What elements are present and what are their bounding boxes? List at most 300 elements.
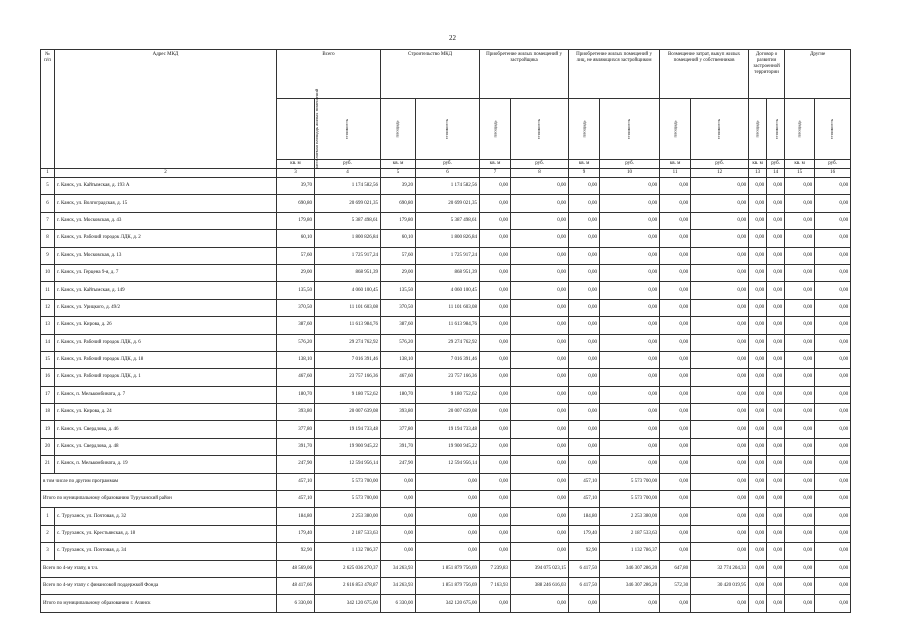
value-cell: 92,90 bbox=[569, 543, 600, 560]
row-number: 10 bbox=[41, 264, 55, 281]
header-total: Всего bbox=[277, 50, 381, 99]
value-cell: 20 699 021,35 bbox=[416, 195, 480, 212]
value-cell: 0,00 bbox=[767, 247, 785, 264]
value-cell: 2 616 853 478,87 bbox=[315, 577, 381, 594]
value-cell: 1 174 582,56 bbox=[416, 178, 480, 195]
value-cell: 184,80 bbox=[569, 508, 600, 525]
column-number-cell: 10 bbox=[600, 169, 660, 178]
value-cell: 0,00 bbox=[600, 178, 660, 195]
value-cell: 0,00 bbox=[511, 247, 569, 264]
column-number-cell: 2 bbox=[55, 169, 277, 178]
summary-label: Итого по муниципальному образованию Туруханский район bbox=[41, 491, 277, 508]
value-cell: 0,00 bbox=[767, 230, 785, 247]
value-cell: 0,00 bbox=[785, 473, 815, 490]
value-cell: 4 060 100,45 bbox=[315, 282, 381, 299]
table-row bbox=[41, 438, 851, 455]
value-cell: 0,00 bbox=[569, 299, 600, 316]
value-cell: 0,00 bbox=[381, 491, 416, 508]
value-cell: 0,00 bbox=[660, 543, 691, 560]
table-row bbox=[41, 369, 851, 386]
value-cell: 5 387 498,61 bbox=[416, 212, 480, 229]
value-cell: 0,00 bbox=[691, 404, 749, 421]
subheader-label: площадь bbox=[672, 119, 678, 138]
value-cell: 60,10 bbox=[381, 230, 416, 247]
value-cell: 0,00 bbox=[660, 456, 691, 473]
subheader-cell bbox=[569, 99, 600, 160]
value-cell: 0,00 bbox=[749, 247, 767, 264]
subheader-cell bbox=[785, 99, 815, 160]
value-cell: 0,00 bbox=[749, 282, 767, 299]
value-cell: 5 573 700,00 bbox=[600, 491, 660, 508]
value-cell: 5 387 498,61 bbox=[315, 212, 381, 229]
value-cell: 0,00 bbox=[600, 438, 660, 455]
value-cell: 0,00 bbox=[767, 577, 785, 594]
value-cell: 11 613 984,76 bbox=[416, 317, 480, 334]
value-cell: 0,00 bbox=[785, 369, 815, 386]
value-cell: 0,00 bbox=[749, 230, 767, 247]
subheader-cell bbox=[480, 99, 511, 160]
value-cell: 0,00 bbox=[785, 334, 815, 351]
unit-cell: руб. bbox=[767, 160, 785, 169]
value-cell: 342 120 675,00 bbox=[315, 595, 381, 612]
unit-cell: кв. м bbox=[381, 160, 416, 169]
value-cell: 0,00 bbox=[511, 525, 569, 542]
value-cell: 0,00 bbox=[511, 456, 569, 473]
value-cell: 0,00 bbox=[511, 317, 569, 334]
value-cell: 467,60 bbox=[277, 369, 315, 386]
value-cell: 393,80 bbox=[381, 404, 416, 421]
table-row bbox=[41, 264, 851, 281]
header-construction: Строительство МКД bbox=[381, 50, 480, 99]
header-purchase-developer: Приобретение жилых помещений у застройщика bbox=[480, 50, 569, 99]
value-cell: 0,00 bbox=[785, 456, 815, 473]
value-cell: 179,40 bbox=[569, 525, 600, 542]
value-cell: 0,00 bbox=[691, 212, 749, 229]
subheader-cell bbox=[600, 99, 660, 160]
value-cell: 0,00 bbox=[569, 369, 600, 386]
unit-cell: кв. м bbox=[480, 160, 511, 169]
value-cell: 0,00 bbox=[749, 595, 767, 612]
subheader-cell bbox=[511, 99, 569, 160]
value-cell: 377,80 bbox=[277, 421, 315, 438]
value-cell: 0,00 bbox=[691, 369, 749, 386]
value-cell: 0,00 bbox=[480, 508, 511, 525]
value-cell: 1 725 917,24 bbox=[416, 247, 480, 264]
table-row bbox=[41, 404, 851, 421]
value-cell: 0,00 bbox=[660, 369, 691, 386]
value-cell: 0,00 bbox=[511, 438, 569, 455]
value-cell: 0,00 bbox=[691, 178, 749, 195]
unit-cell: руб. bbox=[511, 160, 569, 169]
value-cell: 0,00 bbox=[815, 351, 851, 368]
value-cell: 1 800 826,84 bbox=[416, 230, 480, 247]
value-cell: 576,20 bbox=[381, 334, 416, 351]
value-cell: 0,00 bbox=[815, 264, 851, 281]
value-cell: 0,00 bbox=[691, 473, 749, 490]
address-cell: г. Канск, ул. Кирова, д. 24 bbox=[55, 404, 277, 421]
value-cell: 0,00 bbox=[767, 560, 785, 577]
value-cell: 0,00 bbox=[691, 247, 749, 264]
value-cell: 0,00 bbox=[660, 178, 691, 195]
value-cell: 0,00 bbox=[767, 473, 785, 490]
value-cell: 0,00 bbox=[749, 317, 767, 334]
value-cell: 0,00 bbox=[785, 525, 815, 542]
value-cell: 0,00 bbox=[749, 178, 767, 195]
row-number: 6 bbox=[41, 195, 55, 212]
value-cell: 0,00 bbox=[767, 508, 785, 525]
summary-row bbox=[41, 595, 851, 612]
value-cell: 0,00 bbox=[749, 560, 767, 577]
value-cell: 0,00 bbox=[767, 525, 785, 542]
value-cell: 0,00 bbox=[480, 299, 511, 316]
value-cell: 457,10 bbox=[569, 473, 600, 490]
row-number: 20 bbox=[41, 438, 55, 455]
value-cell: 0,00 bbox=[480, 230, 511, 247]
value-cell: 0,00 bbox=[600, 230, 660, 247]
value-cell: 0,00 bbox=[815, 491, 851, 508]
value-cell: 0,00 bbox=[691, 230, 749, 247]
value-cell: 5 573 700,00 bbox=[600, 473, 660, 490]
unit-cell: кв. м bbox=[749, 160, 767, 169]
subheader-cell bbox=[691, 99, 749, 160]
value-cell: 0,00 bbox=[511, 230, 569, 247]
value-cell: 0,00 bbox=[785, 317, 815, 334]
value-cell: 0,00 bbox=[381, 508, 416, 525]
value-cell: 0,00 bbox=[815, 525, 851, 542]
value-cell: 0,00 bbox=[749, 438, 767, 455]
value-cell: 12 594 956,14 bbox=[315, 456, 381, 473]
value-cell: 0,00 bbox=[749, 473, 767, 490]
value-cell: 0,00 bbox=[480, 473, 511, 490]
value-cell: 0,00 bbox=[600, 264, 660, 281]
value-cell: 0,00 bbox=[480, 491, 511, 508]
value-cell: 0,00 bbox=[815, 438, 851, 455]
value-cell: 0,00 bbox=[815, 577, 851, 594]
value-cell: 0,00 bbox=[480, 264, 511, 281]
value-cell: 19 194 733,48 bbox=[315, 421, 381, 438]
value-cell: 0,00 bbox=[691, 525, 749, 542]
value-cell: 0,00 bbox=[480, 369, 511, 386]
value-cell: 0,00 bbox=[749, 299, 767, 316]
value-cell: 0,00 bbox=[569, 212, 600, 229]
summary-label: в том числе по другим программам bbox=[41, 473, 277, 490]
value-cell: 0,00 bbox=[815, 560, 851, 577]
unit-cell: кв. м bbox=[785, 160, 815, 169]
summary-row bbox=[41, 491, 851, 508]
value-cell: 0,00 bbox=[600, 317, 660, 334]
value-cell: 0,00 bbox=[815, 282, 851, 299]
value-cell: 0,00 bbox=[660, 299, 691, 316]
value-cell: 2 187 533,63 bbox=[600, 525, 660, 542]
subheader-label: площадь bbox=[754, 119, 760, 138]
value-cell: 346 307 286,20 bbox=[600, 560, 660, 577]
subheader-label: стоимость bbox=[716, 118, 722, 139]
value-cell: 0,00 bbox=[600, 195, 660, 212]
column-number-cell: 11 bbox=[660, 169, 691, 178]
value-cell: 0,00 bbox=[815, 543, 851, 560]
row-number: 13 bbox=[41, 317, 55, 334]
value-cell: 868 951,39 bbox=[315, 264, 381, 281]
value-cell: 0,00 bbox=[815, 247, 851, 264]
value-cell: 1 725 917,24 bbox=[315, 247, 381, 264]
value-cell: 34 263,93 bbox=[381, 560, 416, 577]
value-cell: 0,00 bbox=[767, 334, 785, 351]
address-cell: с. Туруханск, ул. Почтовая, д. 32 bbox=[55, 508, 277, 525]
value-cell: 0,00 bbox=[785, 438, 815, 455]
address-cell: г. Канск, п. Мелькомбината, д. 19 bbox=[55, 456, 277, 473]
subheader-label: стоимость bbox=[829, 118, 835, 139]
value-cell: 0,00 bbox=[600, 351, 660, 368]
value-cell: 0,00 bbox=[600, 386, 660, 403]
table-row bbox=[41, 282, 851, 299]
column-number-cell: 4 bbox=[315, 169, 381, 178]
value-cell: 0,00 bbox=[815, 178, 851, 195]
value-cell: 138,10 bbox=[277, 351, 315, 368]
value-cell: 0,00 bbox=[749, 351, 767, 368]
value-cell: 0,00 bbox=[569, 317, 600, 334]
address-cell: г. Канск, п. Мелькомбината, д. 7 bbox=[55, 386, 277, 403]
subheader-cell bbox=[416, 99, 480, 160]
value-cell: 0,00 bbox=[749, 195, 767, 212]
address-cell: г. Канск, ул. Рабочий городок ЛДК, д. 1 bbox=[55, 369, 277, 386]
value-cell: 20 007 639,08 bbox=[416, 404, 480, 421]
value-cell: 0,00 bbox=[785, 491, 815, 508]
value-cell: 0,00 bbox=[691, 491, 749, 508]
value-cell: 0,00 bbox=[660, 421, 691, 438]
value-cell: 0,00 bbox=[569, 264, 600, 281]
value-cell: 1 800 826,84 bbox=[315, 230, 381, 247]
value-cell: 467,60 bbox=[381, 369, 416, 386]
subheader-cell bbox=[815, 99, 851, 160]
table-row bbox=[41, 195, 851, 212]
value-cell: 0,00 bbox=[767, 369, 785, 386]
value-cell: 0,00 bbox=[511, 369, 569, 386]
value-cell: 1 132 786,37 bbox=[315, 543, 381, 560]
value-cell: 0,00 bbox=[815, 317, 851, 334]
value-cell: 0,00 bbox=[569, 421, 600, 438]
column-number-cell: 6 bbox=[416, 169, 480, 178]
value-cell: 0,00 bbox=[480, 386, 511, 403]
value-cell: 0,00 bbox=[660, 438, 691, 455]
value-cell: 0,00 bbox=[381, 525, 416, 542]
value-cell: 9 180 752,62 bbox=[416, 386, 480, 403]
value-cell: 11 101 603,08 bbox=[416, 299, 480, 316]
header-development-contract: Договор о развитии застроенной территории bbox=[749, 50, 785, 99]
value-cell: 0,00 bbox=[691, 543, 749, 560]
value-cell: 0,00 bbox=[785, 247, 815, 264]
value-cell: 690,80 bbox=[277, 195, 315, 212]
value-cell: 0,00 bbox=[600, 595, 660, 612]
row-number: 11 bbox=[41, 282, 55, 299]
row-number: 19 bbox=[41, 421, 55, 438]
value-cell: 0,00 bbox=[416, 491, 480, 508]
value-cell: 0,00 bbox=[815, 369, 851, 386]
value-cell: 0,00 bbox=[480, 456, 511, 473]
address-cell: г. Канск, ул. Кирова, д. 26 bbox=[55, 317, 277, 334]
row-number: 16 bbox=[41, 369, 55, 386]
value-cell: 0,00 bbox=[749, 334, 767, 351]
value-cell: 0,00 bbox=[785, 264, 815, 281]
table-row bbox=[41, 212, 851, 229]
value-cell: 0,00 bbox=[480, 525, 511, 542]
value-cell: 0,00 bbox=[480, 247, 511, 264]
value-cell: 0,00 bbox=[785, 351, 815, 368]
value-cell: 0,00 bbox=[767, 264, 785, 281]
value-cell: 11 613 984,76 bbox=[315, 317, 381, 334]
value-cell: 457,10 bbox=[277, 473, 315, 490]
value-cell: 0,00 bbox=[691, 334, 749, 351]
value-cell: 48 417,66 bbox=[277, 577, 315, 594]
value-cell: 0,00 bbox=[511, 595, 569, 612]
value-cell: 0,00 bbox=[785, 560, 815, 577]
table-row bbox=[41, 386, 851, 403]
value-cell: 0,00 bbox=[767, 404, 785, 421]
value-cell: 0,00 bbox=[691, 421, 749, 438]
value-cell: 1 132 786,37 bbox=[600, 543, 660, 560]
value-cell: 0,00 bbox=[767, 178, 785, 195]
value-cell: 0,00 bbox=[767, 421, 785, 438]
row-number: 12 bbox=[41, 299, 55, 316]
value-cell: 0,00 bbox=[767, 351, 785, 368]
value-cell: 0,00 bbox=[660, 525, 691, 542]
value-cell: 60,10 bbox=[277, 230, 315, 247]
value-cell: 0,00 bbox=[600, 212, 660, 229]
value-cell: 387,60 bbox=[381, 317, 416, 334]
address-cell: г. Канск, ул. Рабочий городок ЛДК, д. 6 bbox=[55, 334, 277, 351]
value-cell: 0,00 bbox=[569, 351, 600, 368]
value-cell: 0,00 bbox=[480, 212, 511, 229]
row-number: 2 bbox=[41, 525, 55, 542]
row-number: 9 bbox=[41, 247, 55, 264]
value-cell: 0,00 bbox=[785, 212, 815, 229]
value-cell: 19 900 945,22 bbox=[416, 438, 480, 455]
value-cell: 19 194 733,48 bbox=[416, 421, 480, 438]
value-cell: 0,00 bbox=[815, 456, 851, 473]
value-cell: 576,20 bbox=[277, 334, 315, 351]
value-cell: 0,00 bbox=[569, 282, 600, 299]
value-cell: 0,00 bbox=[660, 264, 691, 281]
value-cell: 2 187 533,63 bbox=[315, 525, 381, 542]
column-number-cell: 12 bbox=[691, 169, 749, 178]
table-row bbox=[41, 334, 851, 351]
value-cell: 0,00 bbox=[767, 195, 785, 212]
value-cell: 647,80 bbox=[660, 560, 691, 577]
value-cell: 0,00 bbox=[511, 386, 569, 403]
header-compensation: Возмещение затрат, выкуп жилых помещений у собственников bbox=[660, 50, 749, 99]
value-cell: 394 075 023,15 bbox=[511, 560, 569, 577]
value-cell: 7 239,83 bbox=[480, 560, 511, 577]
subheader-label: стоимость bbox=[444, 118, 450, 139]
value-cell: 1 174 582,56 bbox=[315, 178, 381, 195]
value-cell: 6 417,50 bbox=[569, 560, 600, 577]
subheader-cell bbox=[767, 99, 785, 160]
table-row bbox=[41, 421, 851, 438]
value-cell: 342 120 675,00 bbox=[416, 595, 480, 612]
value-cell: 0,00 bbox=[600, 456, 660, 473]
value-cell: 0,00 bbox=[691, 438, 749, 455]
subheader-label: площадь bbox=[395, 119, 401, 138]
value-cell: 247,90 bbox=[381, 456, 416, 473]
table-row bbox=[41, 456, 851, 473]
table-row bbox=[41, 178, 851, 195]
value-cell: 391,70 bbox=[381, 438, 416, 455]
value-cell: 0,00 bbox=[660, 351, 691, 368]
value-cell: 0,00 bbox=[815, 212, 851, 229]
subheader-label: площадь bbox=[796, 119, 802, 138]
value-cell: 57,60 bbox=[277, 247, 315, 264]
row-number: 5 bbox=[41, 178, 55, 195]
value-cell: 32 774 204,33 bbox=[691, 560, 749, 577]
value-cell: 0,00 bbox=[480, 543, 511, 560]
value-cell: 0,00 bbox=[785, 595, 815, 612]
value-cell: 0,00 bbox=[749, 456, 767, 473]
row-number: 18 bbox=[41, 404, 55, 421]
value-cell: 346 307 286,20 bbox=[600, 577, 660, 594]
column-number-cell: 14 bbox=[767, 169, 785, 178]
value-cell: 0,00 bbox=[749, 508, 767, 525]
value-cell: 92,90 bbox=[277, 543, 315, 560]
value-cell: 0,00 bbox=[691, 317, 749, 334]
value-cell: 7 016 391,46 bbox=[416, 351, 480, 368]
value-cell: 0,00 bbox=[480, 438, 511, 455]
value-cell: 0,00 bbox=[749, 369, 767, 386]
value-cell: 0,00 bbox=[569, 595, 600, 612]
value-cell: 0,00 bbox=[480, 595, 511, 612]
value-cell: 0,00 bbox=[691, 508, 749, 525]
column-number-cell: 3 bbox=[277, 169, 315, 178]
value-cell: 0,00 bbox=[511, 264, 569, 281]
value-cell: 0,00 bbox=[749, 421, 767, 438]
value-cell: 0,00 bbox=[785, 543, 815, 560]
value-cell: 0,00 bbox=[691, 264, 749, 281]
value-cell: 0,00 bbox=[480, 282, 511, 299]
value-cell: 0,00 bbox=[691, 456, 749, 473]
value-cell: 6 330,00 bbox=[277, 595, 315, 612]
subheader-label: площадь bbox=[492, 119, 498, 138]
value-cell: 0,00 bbox=[480, 404, 511, 421]
row-number: 21 bbox=[41, 456, 55, 473]
value-cell: 457,10 bbox=[569, 491, 600, 508]
value-cell: 0,00 bbox=[785, 577, 815, 594]
value-cell: 2 253 380,00 bbox=[600, 508, 660, 525]
value-cell: 247,90 bbox=[277, 456, 315, 473]
value-cell: 135,50 bbox=[277, 282, 315, 299]
value-cell: 0,00 bbox=[660, 230, 691, 247]
address-cell: г. Канск, ул. Свердлова, д. 46 bbox=[55, 421, 277, 438]
value-cell: 30 420 019,95 bbox=[691, 577, 749, 594]
address-cell: г. Канск, ул. Рабочий городок ЛДК, д. 2 bbox=[55, 230, 277, 247]
value-cell: 0,00 bbox=[511, 508, 569, 525]
value-cell: 0,00 bbox=[480, 195, 511, 212]
table-row bbox=[41, 299, 851, 316]
value-cell: 0,00 bbox=[569, 230, 600, 247]
value-cell: 0,00 bbox=[767, 282, 785, 299]
unit-cell: руб. bbox=[416, 160, 480, 169]
value-cell: 0,00 bbox=[767, 386, 785, 403]
value-cell: 0,00 bbox=[815, 421, 851, 438]
value-cell: 0,00 bbox=[691, 351, 749, 368]
subheader-cell bbox=[749, 99, 767, 160]
value-cell: 0,00 bbox=[511, 282, 569, 299]
value-cell: 0,00 bbox=[767, 491, 785, 508]
value-cell: 0,00 bbox=[691, 282, 749, 299]
value-cell: 20 699 021,35 bbox=[315, 195, 381, 212]
resettlement-table bbox=[40, 49, 851, 613]
value-cell: 179,80 bbox=[381, 212, 416, 229]
value-cell: 0,00 bbox=[815, 473, 851, 490]
value-cell: 868 951,39 bbox=[416, 264, 480, 281]
value-cell: 391,70 bbox=[277, 438, 315, 455]
